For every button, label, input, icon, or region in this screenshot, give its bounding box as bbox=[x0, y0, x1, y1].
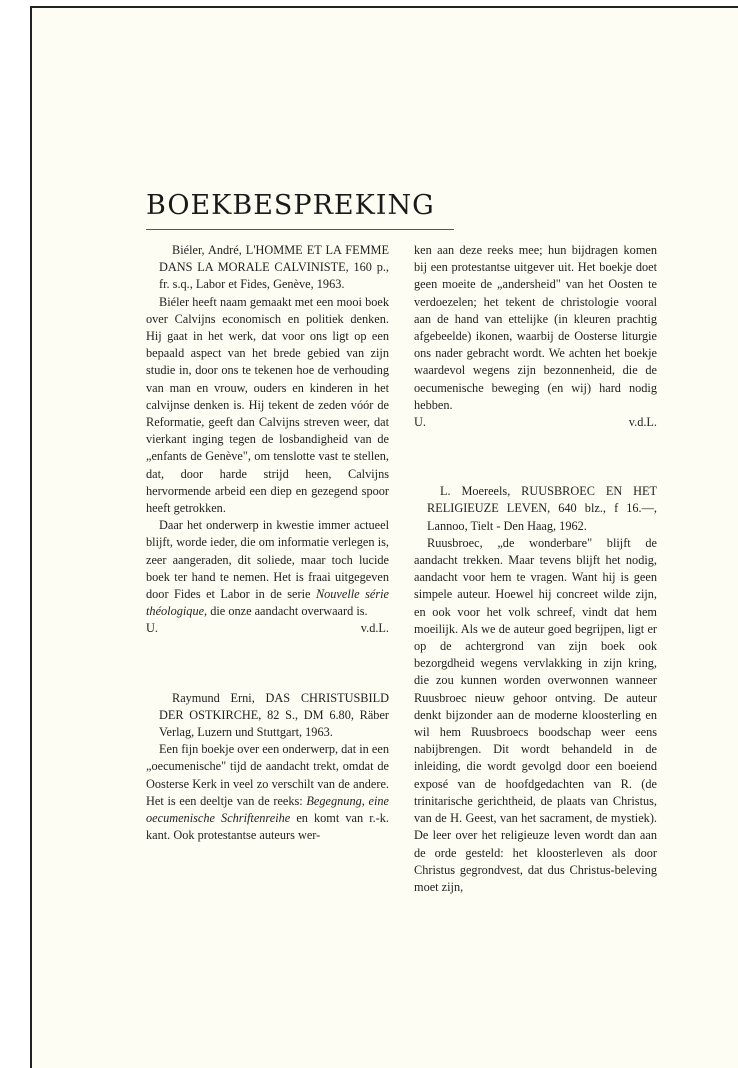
title-underline bbox=[146, 229, 454, 230]
review-1-series-title: Nouvelle série théologique, bbox=[146, 587, 389, 619]
review-1-paragraph-2 bbox=[146, 517, 389, 620]
review-1-p2-text: Daar het onderwerp in kwestie immer actueel blijft, worde ieder, die om informatie verlegen is, zeer aangeraden, dit soliede, maar toch lucide boek ter hand te nemen. Het is fraai uitgegeven door Fides et Labor in de serie bbox=[146, 518, 389, 602]
section-gap bbox=[146, 638, 389, 690]
review-3-bibliography: L. Moereels, RUUSBROEC EN HET RELIGIEUZE LEVEN, 640 blz., f 16.—, Lannoo, Tielt - Den Haag, 1962. bbox=[427, 484, 657, 533]
review-2-p1-text: Een fijn boekje over een onderwerp, dat in een „oecumenische" tijd de aandacht trekt, omdat de Oosterse Kerk in veel zo verschilt van de andere. Het is een deeltje van de reeks: bbox=[146, 742, 389, 808]
review-2-series-title: Begegnung, eine oecumenische Schriftenreihe bbox=[146, 793, 389, 826]
review-1-p2-end: die onze aandacht overwaard is. bbox=[210, 604, 368, 619]
review-1-bibliography: Biéler, André, L'HOMME ET LA FEMME DANS LA MORALE CALVINISTE, 160 p., fr. s.q., Labor et Fides, Genève, 1963. bbox=[159, 243, 389, 292]
review-2-continuation: ken aan deze reeks mee; hun bijdragen komen bij een protestantse uitgever uit. Het boekje doet geen moeite de „andersheid" van het Oosten te verdoezelen; het tekent de christologie vooral aan de hand van ettelijke (in kleuren prachtig afgebeelde) ikonen, waarbij de Oosterse liturgie ons nader gebracht wordt. We achten het boekje waardevol wegens zijn bezonnenheid, die de oecumenische beweging (en wij) hard nodig hebben. bbox=[414, 243, 657, 412]
review-2-bibliography: Raymund Erni, DAS CHRISTUSBILD DER OSTKIRCHE, 82 S., DM 6.80, Räber Verlag, Luzern und Stuttgart, 1963. bbox=[159, 690, 389, 740]
review-1-signature bbox=[146, 620, 389, 637]
right-column bbox=[414, 242, 657, 896]
left-column bbox=[146, 242, 389, 845]
page-title: BOEKBESPREKING bbox=[146, 190, 435, 221]
review-1-paragraph-1: Biéler heeft naam gemaakt met een mooi boek over Calvijns economisch en politiek denken. Hij gaat in het werk, dat voor ons ligt op een bepaald aspect van het brede gebied van zijn studie in, door ons te tekenen hoe de verhouding van man en vrouw, ouders en kinderen in het calvijnse denken is. Hij tekent de zeden vóór de Reformatie, geeft dan Calvijns streven weer, dat vierkant inging tegen de losbandigheid van de „enfants de Genève", om tenslotte vast te stellen, dat, door harde strijd heen, Calvijns hervormende arbeid een diep en gezegend spoor heeft getrokken. bbox=[146, 294, 389, 516]
review-1-signature-left: U. bbox=[146, 621, 158, 636]
review-2-p1-end: en komt van r.-k. kant. Ook protestantse auteurs wer- bbox=[146, 811, 389, 843]
review-1-signature-right: v.d.L. bbox=[360, 621, 389, 636]
review-2-signature-right: v.d.L. bbox=[628, 415, 657, 430]
review-2-signature bbox=[414, 414, 657, 431]
section-gap bbox=[414, 431, 657, 483]
review-2-signature-left: U. bbox=[414, 415, 426, 430]
review-2-paragraph-1 bbox=[146, 741, 389, 844]
review-3-paragraph-1: Ruusbroec, „de wonderbare" blijft de aandacht trekken. Maar tevens blijft het nodig, aandacht voor hem te vragen. Want hij is geen simpele auteur. Hoewel hij concreet wilde zijn, en ook voor het volk schreef, vindt dat hem moeilijk. Als we de auteur goed begrijpen, ligt er op de achtergrond van zijn boek ook bezorgdheid wegens vervlakking in zijn kring, die zou kunnen worden overwonnen wanneer Ruusbroec nieuw gehoor ontving. De auteur denkt bijzonder aan de moderne kloosterling en wil hem Ruusbroecs boodschap weer eens nabijbrengen. Dit wordt behandeld in de inleiding, die wordt gevolgd door een boeiend exposé van de hoofdgedachten van R. (de trinitarische gerichtheid, de plaats van Christus, van de H. Geest, van het sacrament, de mystiek). De leer over het religieuze leven wordt dan aan de orde gesteld: het kloosterleven als door Christus gegrondvest, dat dus Christus-beleving moet zijn, bbox=[414, 535, 657, 894]
